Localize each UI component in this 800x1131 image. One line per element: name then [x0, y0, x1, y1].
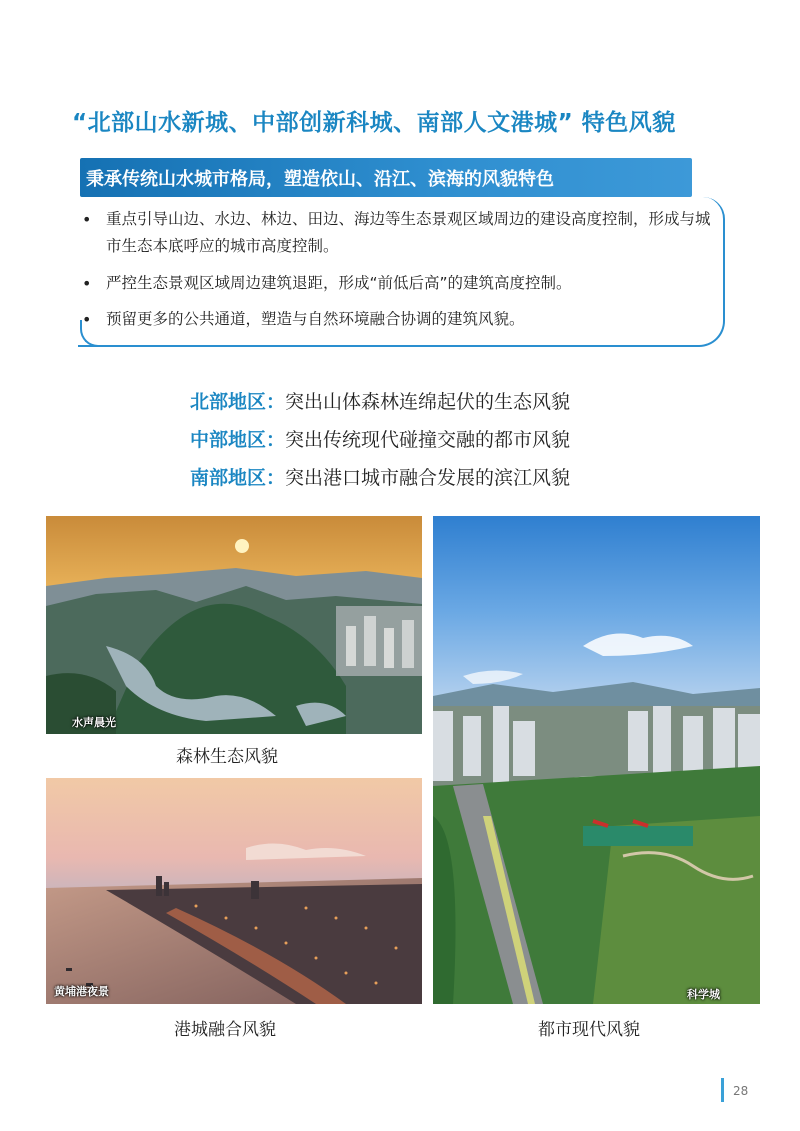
region-label: 南部地区： [190, 467, 286, 489]
photo-caption: 都市现代风貌 [538, 1020, 640, 1040]
bullet-item [82, 306, 722, 333]
bullet-text: 预留更多的公共通道，塑造与自然环境融合协调的建筑风貌。 [106, 310, 525, 328]
bullet-text: 重点引导山边、水边、林边、田边、海边等生态景观区域周边的建设高度控制，形成与城市生态本底呼应的城市高度控制。 [106, 210, 711, 255]
city-photo [433, 516, 760, 1004]
bullet-list [82, 206, 722, 333]
region-text: 突出山体森林连绵起伏的生态风貌 [285, 391, 571, 413]
region-label: 北部地区： [190, 391, 286, 413]
region-list [190, 383, 570, 497]
region-south [190, 459, 570, 497]
section-banner-text: 秉承传统山水城市格局，塑造依山、沿江、滨海的风貌特色 [86, 169, 554, 190]
bullet-marker: • [82, 274, 92, 293]
photo-tag: 黄埔港夜景 [54, 985, 109, 998]
photo-caption: 港城融合风貌 [174, 1020, 276, 1040]
region-text: 突出港口城市融合发展的滨江风貌 [285, 467, 571, 489]
photo-tag: 科学城 [687, 988, 720, 1001]
page-number-bar [721, 1078, 724, 1102]
bullet-item [82, 206, 722, 260]
page-number: 28 [733, 1084, 749, 1098]
photo-caption: 森林生态风貌 [176, 747, 278, 767]
bullet-item [82, 270, 722, 297]
region-label: 中部地区： [190, 429, 286, 451]
bullet-text: 严控生态景观区域周边建筑退距，形成“前低后高”的建筑高度控制。 [106, 274, 572, 292]
region-north [190, 383, 570, 421]
forest-photo [46, 516, 422, 734]
region-text: 突出传统现代碰撞交融的都市风貌 [285, 429, 571, 451]
photo-tag: 水声晨光 [72, 716, 116, 729]
port-photo [46, 778, 422, 1004]
bullet-marker: • [82, 210, 92, 229]
page-title: “北部山水新城、中部创新科城、南部人文港城” 特色风貌 [72, 110, 676, 136]
bullet-marker: • [82, 310, 92, 329]
region-central [190, 421, 570, 459]
